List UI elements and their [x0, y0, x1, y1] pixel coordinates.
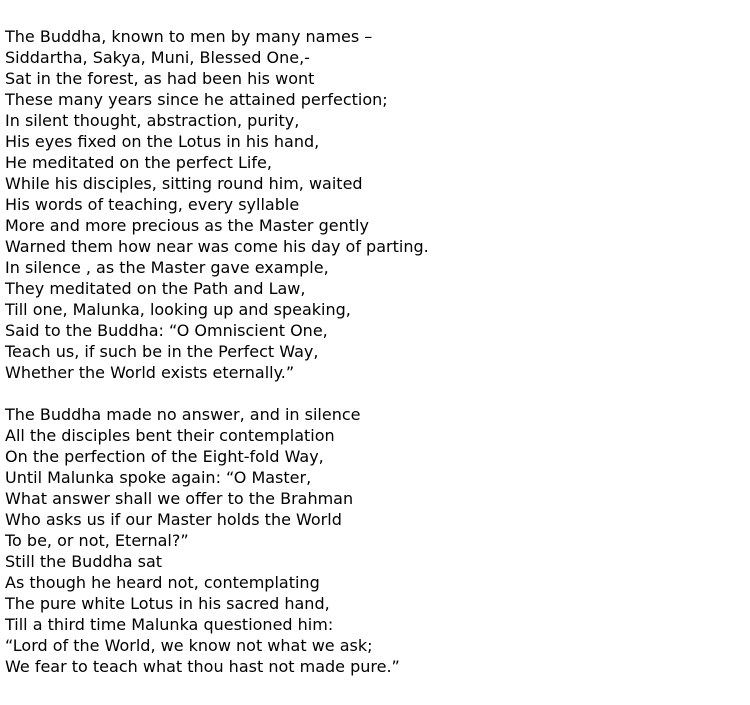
poem-line: In silent thought, abstraction, purity,: [5, 111, 300, 130]
poem-text: [5, 26, 429, 677]
poem-line: What answer shall we offer to the Brahman: [5, 489, 354, 508]
poem-line: Until Malunka spoke again: “O Master,: [5, 468, 312, 487]
poem-line: To be, or not, Eternal?”: [5, 531, 189, 550]
poem-line: His words of teaching, every syllable: [5, 195, 300, 214]
poem-line: Warned them how near was come his day of parting.: [5, 237, 429, 256]
poem-line: Sat in the forest, as had been his wont: [5, 69, 315, 88]
poem-line: All the disciples bent their contemplation: [5, 426, 335, 445]
poem-line: More and more precious as the Master gently: [5, 216, 369, 235]
poem-line: On the perfection of the Eight-fold Way,: [5, 447, 324, 466]
poem-line: Who asks us if our Master holds the World: [5, 510, 342, 529]
poem-line: They meditated on the Path and Law,: [5, 279, 306, 298]
poem-line: “Lord of the World, we know not what we ask;: [5, 636, 373, 655]
poem-line: While his disciples, sitting round him, waited: [5, 174, 363, 193]
poem-line: The Buddha, known to men by many names –: [5, 27, 373, 46]
stanza-1: [5, 26, 429, 383]
poem-line: Whether the World exists eternally.”: [5, 363, 295, 382]
poem-line: Siddartha, Sakya, Muni, Blessed One,-: [5, 48, 310, 67]
poem-line: The pure white Lotus in his sacred hand,: [5, 594, 330, 613]
poem-line: Said to the Buddha: “O Omniscient One,: [5, 321, 328, 340]
poem-line: The Buddha made no answer, and in silence: [5, 405, 361, 424]
poem-line: We fear to teach what thou hast not made pure.”: [5, 657, 400, 676]
poem-line: In silence , as the Master gave example,: [5, 258, 329, 277]
poem-line: Teach us, if such be in the Perfect Way,: [5, 342, 319, 361]
poem-line: Till one, Malunka, looking up and speaking,: [5, 300, 351, 319]
poem-line: As though he heard not, contemplating: [5, 573, 320, 592]
poem-line: Till a third time Malunka questioned him:: [5, 615, 334, 634]
poem-line: These many years since he attained perfection;: [5, 90, 388, 109]
poem-line: His eyes fixed on the Lotus in his hand,: [5, 132, 320, 151]
stanza-2: [5, 404, 429, 677]
poem-line: Still the Buddha sat: [5, 552, 163, 571]
poem-line: He meditated on the perfect Life,: [5, 153, 272, 172]
